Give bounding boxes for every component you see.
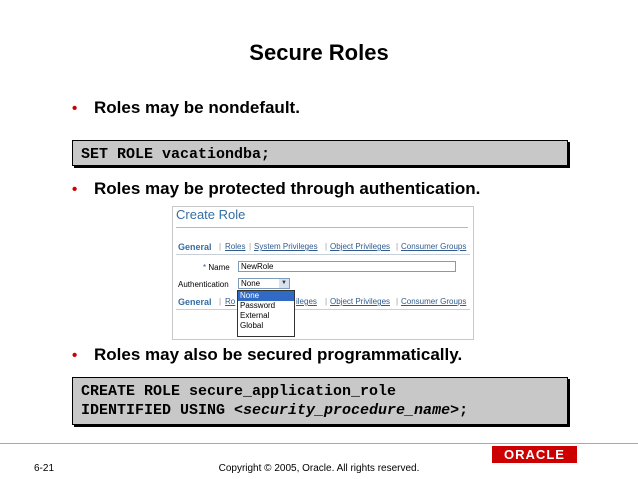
tab-object-privileges[interactable]: Object Privileges bbox=[330, 242, 391, 251]
tab-object-privileges[interactable]: Object Privileges bbox=[330, 297, 391, 306]
bullet-3 bbox=[72, 345, 462, 365]
tab-separator: | bbox=[219, 297, 222, 306]
code-2-line-2 bbox=[81, 401, 559, 420]
tab-system-privileges[interactable]: ileges bbox=[296, 297, 317, 306]
name-label-text: Name bbox=[208, 263, 230, 272]
tab-separator: | bbox=[396, 242, 399, 251]
slide-title: Secure Roles bbox=[249, 40, 389, 65]
authentication-dropdown[interactable] bbox=[237, 290, 295, 337]
chevron-down-icon[interactable]: ▼ bbox=[279, 279, 289, 288]
option-password[interactable]: Password bbox=[240, 301, 276, 310]
name-input[interactable]: NewRole bbox=[238, 261, 456, 272]
option-none[interactable]: None bbox=[238, 291, 294, 301]
copyright: Copyright © 2005, Oracle. All rights reserved. bbox=[218, 463, 420, 474]
code-block-2 bbox=[72, 377, 568, 425]
oracle-logo: ORACLE bbox=[492, 446, 577, 463]
bullet-1 bbox=[72, 98, 300, 118]
tab-general[interactable]: General bbox=[178, 297, 212, 307]
bullet-2 bbox=[72, 179, 480, 199]
code-2-prefix: IDENTIFIED USING bbox=[81, 402, 235, 419]
code-2-suffix: ; bbox=[459, 402, 469, 419]
option-external[interactable]: External bbox=[240, 311, 270, 320]
name-label bbox=[203, 263, 230, 272]
tab-separator: | bbox=[325, 297, 328, 306]
option-global[interactable]: Global bbox=[240, 321, 264, 330]
bullet-3-text: Roles may also be secured programmatically. bbox=[94, 345, 463, 364]
required-icon: * bbox=[203, 263, 207, 272]
tab-roles[interactable]: Ro bbox=[225, 297, 236, 306]
tab-separator: | bbox=[396, 297, 399, 306]
tab-system-privileges[interactable]: System Privileges bbox=[254, 242, 318, 251]
title-divider bbox=[176, 227, 468, 228]
tab-general[interactable]: General bbox=[178, 242, 212, 252]
authentication-value: None bbox=[241, 279, 261, 288]
tab-bar-bottom bbox=[176, 295, 470, 310]
code-2-param: <security_procedure_name> bbox=[234, 402, 460, 419]
code-block-1 bbox=[72, 140, 568, 166]
bullet-dot-icon: • bbox=[72, 100, 78, 117]
code-1-text: SET ROLE vacationdba; bbox=[81, 146, 271, 163]
create-role-screenshot bbox=[172, 206, 474, 340]
tab-separator: | bbox=[219, 242, 222, 251]
tab-consumer-groups[interactable]: Consumer Groups bbox=[401, 297, 467, 306]
authentication-label: Authentication bbox=[178, 280, 229, 289]
tab-bar-top bbox=[176, 240, 470, 255]
tab-roles[interactable]: Roles bbox=[225, 242, 246, 251]
authentication-select[interactable] bbox=[238, 278, 290, 289]
bullet-2-text: Roles may be protected through authentication. bbox=[94, 179, 481, 198]
code-2-line-1: CREATE ROLE secure_application_role bbox=[81, 383, 397, 400]
bullet-1-text: Roles may be nondefault. bbox=[94, 98, 300, 117]
page-number: 6-21 bbox=[34, 463, 55, 474]
footer-divider bbox=[0, 443, 638, 444]
tab-separator: | bbox=[325, 242, 328, 251]
page-title: Create Role bbox=[176, 207, 246, 222]
bullet-dot-icon: • bbox=[72, 347, 78, 364]
bullet-dot-icon: • bbox=[72, 181, 78, 198]
tab-separator: | bbox=[249, 242, 252, 251]
tab-consumer-groups[interactable]: Consumer Groups bbox=[401, 242, 467, 251]
